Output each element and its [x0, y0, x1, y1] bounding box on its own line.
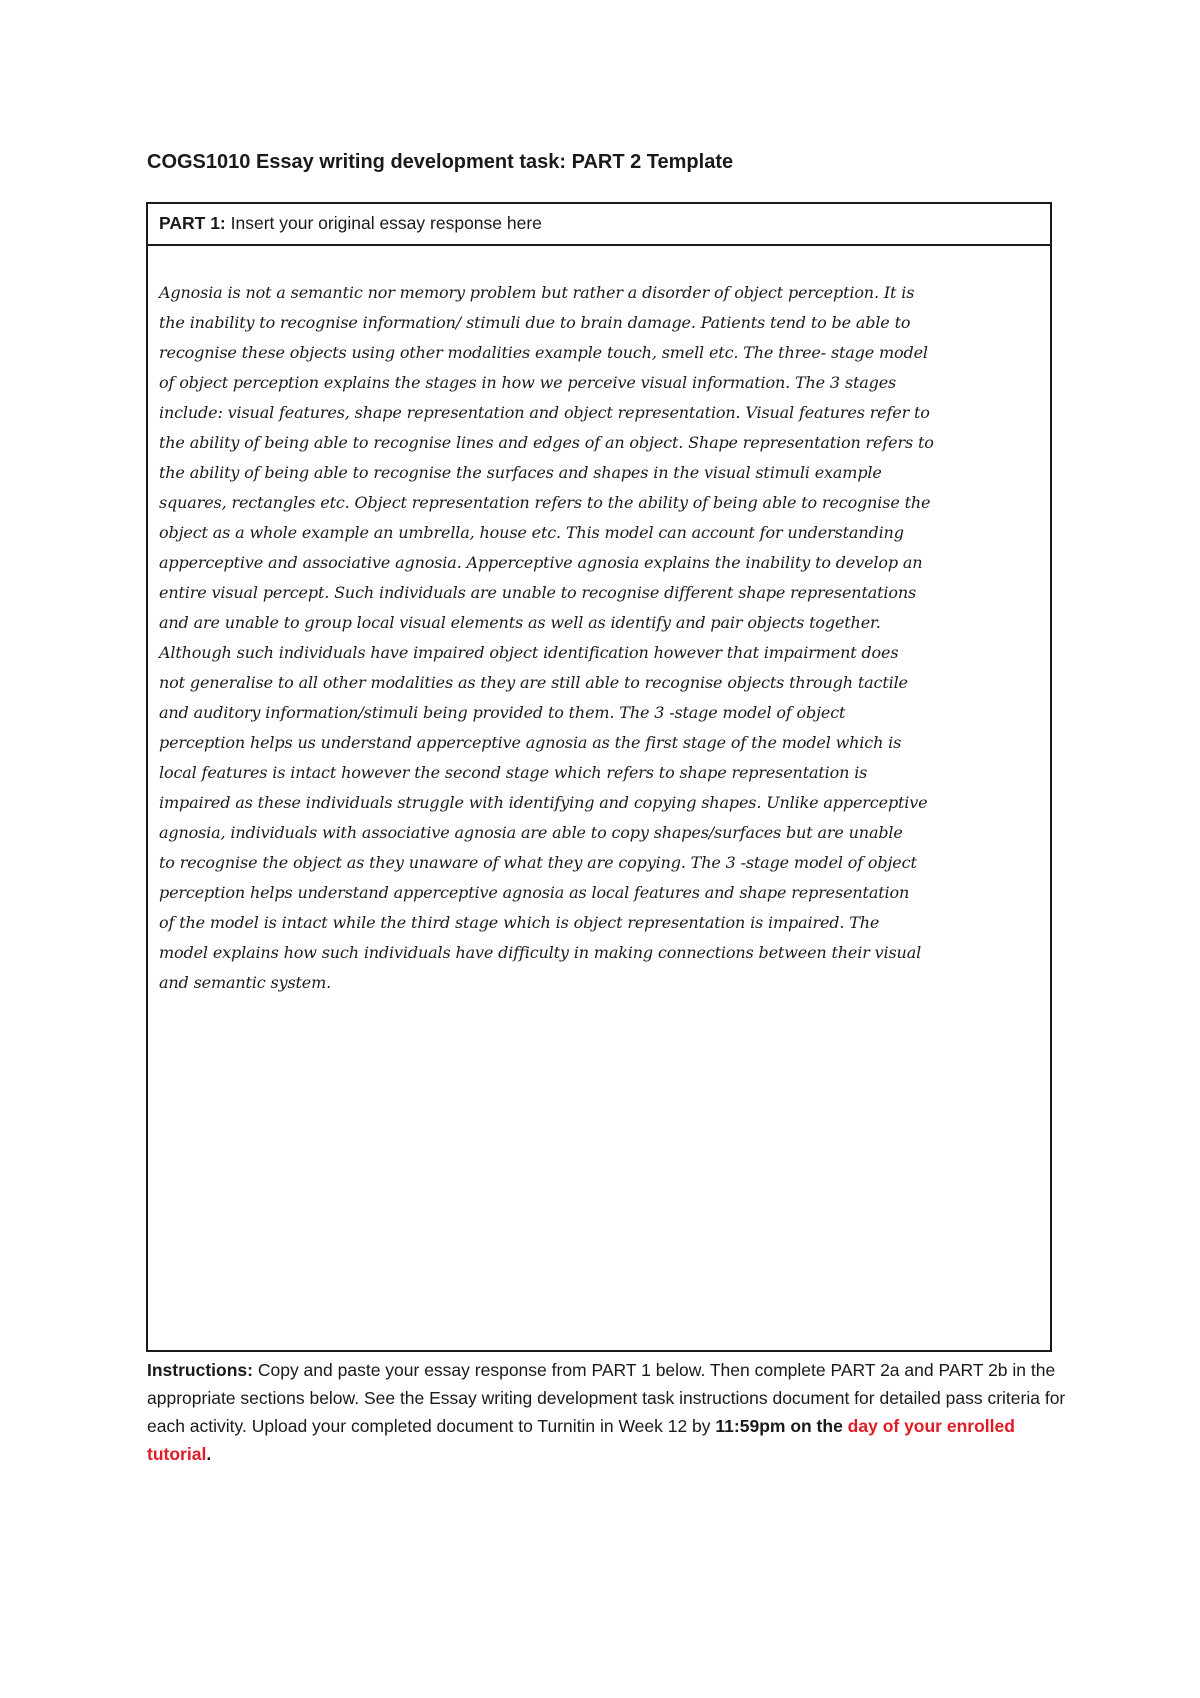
- essay-line: recognise these objects using other modalities example touch, smell etc. The three- stage model: [159, 343, 928, 362]
- essay-text: [159, 278, 1039, 998]
- essay-line: perception helps understand apperceptive agnosia as local features and shape representation: [159, 883, 910, 902]
- essay-line: and semantic system.: [159, 973, 332, 992]
- essay-line: not generalise to all other modalities as they are still able to recognise objects through tactile: [159, 673, 908, 692]
- essay-line: local features is intact however the second stage which refers to shape representation is: [159, 763, 868, 782]
- essay-line: Although such individuals have impaired object identification however that impairment does: [159, 643, 899, 662]
- table-header-row: [148, 204, 1050, 246]
- part-label: PART 1:: [159, 213, 226, 233]
- instructions-paragraph: [147, 1356, 1067, 1468]
- deadline-end: .: [206, 1444, 212, 1464]
- essay-line: model explains how such individuals have difficulty in making connections between their visual: [159, 943, 922, 962]
- instructions-text: Copy and paste your essay response from PART 1 below. Then complete PART 2a and PART 2b in the appropriate sections below. See the Essay writing development task instructions document for detailed pass criteria for each activity. Upload your completed document to Turnitin in Week 12 by: [147, 1360, 1066, 1436]
- essay-line: Agnosia is not a semantic nor memory problem but rather a disorder of object perception. It is: [159, 283, 915, 302]
- essay-line: the ability of being able to recognise the surfaces and shapes in the visual stimuli example: [159, 463, 882, 482]
- essay-line: of the model is intact while the third stage which is object representation is impaired. The: [159, 913, 880, 932]
- part-description: Insert your original essay response here: [225, 213, 542, 233]
- document-title: COGS1010 Essay writing development task: PART 2 Template: [147, 151, 734, 173]
- essay-line: include: visual features, shape representation and object representation. Visual features refer to: [159, 403, 930, 422]
- essay-table: [146, 202, 1052, 1352]
- essay-line: impaired as these individuals struggle with identifying and copying shapes. Unlike apperceptive: [159, 793, 928, 812]
- essay-line: to recognise the object as they unaware of what they are copying. The 3 -stage model of object: [159, 853, 917, 872]
- essay-line: apperceptive and associative agnosia. Apperceptive agnosia explains the inability to develop an: [159, 553, 923, 572]
- essay-line: the ability of being able to recognise lines and edges of an object. Shape representation refers to: [159, 433, 934, 452]
- essay-line: and are unable to group local visual elements as well as identify and pair objects together.: [159, 613, 881, 632]
- deadline-highlight: day of your enrolled tutorial: [147, 1416, 1015, 1464]
- essay-line: perception helps us understand apperceptive agnosia as the first stage of the model which is: [159, 733, 902, 752]
- essay-line: entire visual percept. Such individuals are unable to recognise different shape representations: [159, 583, 917, 602]
- essay-line: and auditory information/stimuli being provided to them. The 3 -stage model of object: [159, 703, 846, 722]
- essay-line: agnosia, individuals with associative agnosia are able to copy shapes/surfaces but are unable: [159, 823, 903, 842]
- essay-response-cell[interactable]: [148, 246, 1050, 998]
- essay-line: the inability to recognise information/ stimuli due to brain damage. Patients tend to be able to: [159, 313, 911, 332]
- essay-line: of object perception explains the stages in how we perceive visual information. The 3 stages: [159, 373, 897, 392]
- instructions-label: Instructions:: [147, 1360, 253, 1380]
- deadline-time: 11:59pm: [715, 1416, 786, 1436]
- essay-line: object as a whole example an umbrella, house etc. This model can account for understanding: [159, 523, 904, 542]
- deadline-on-the: on the: [785, 1416, 848, 1436]
- essay-line: squares, rectangles etc. Object representation refers to the ability of being able to recognise the: [159, 493, 931, 512]
